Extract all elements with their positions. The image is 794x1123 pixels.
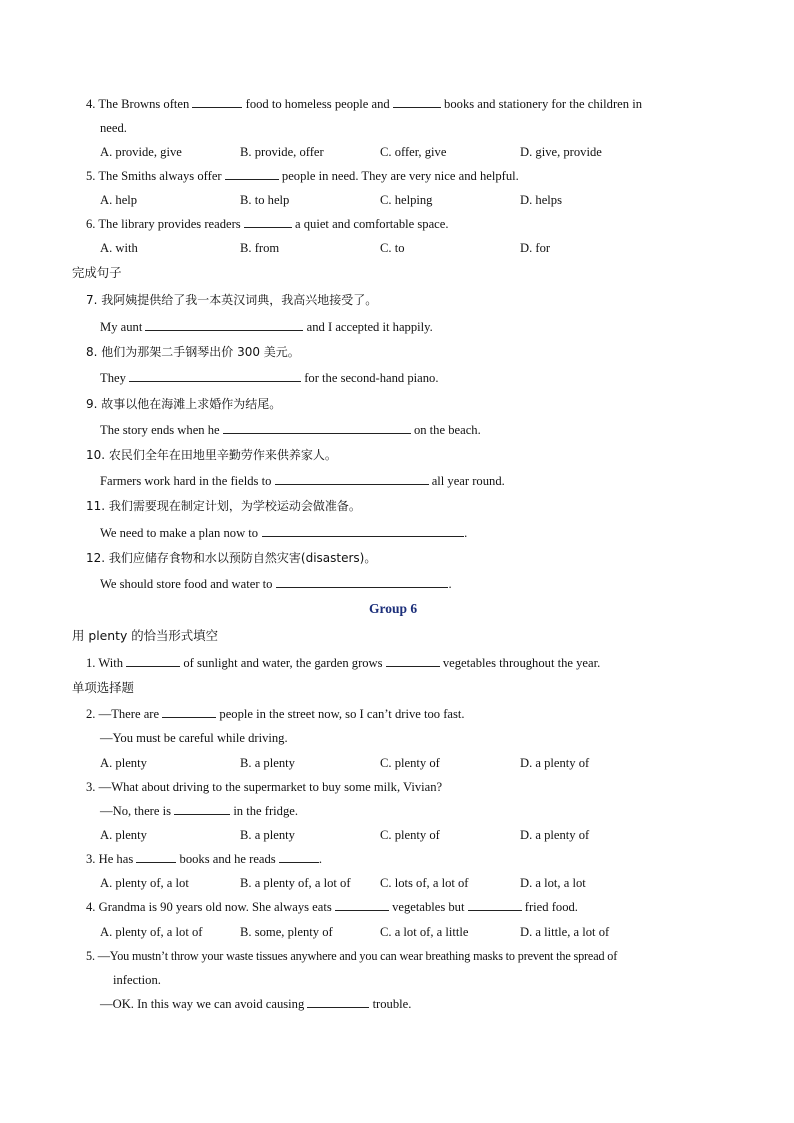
g6q4-text-a: 4. Grandma is 90 years old now. She always eats <box>86 900 332 914</box>
question-8 <box>100 370 439 386</box>
option-a[interactable]: A. with <box>100 241 138 255</box>
section-heading-multiple-choice: 单项选择题 <box>72 680 134 695</box>
q8-chinese: 8. 他们为那架二手钢琴出价 300 美元。 <box>86 345 300 359</box>
g6q3b-text-c: . <box>318 852 323 866</box>
q5-text-b: people in need. They are very nice and helpful. <box>281 169 519 183</box>
group6-question-5 <box>100 996 411 1012</box>
g6q4-text-c: fried food. <box>524 900 578 914</box>
option-b[interactable]: B. a plenty <box>240 828 295 842</box>
g6q1-text-b: of sunlight and water, the garden grows <box>183 656 383 670</box>
answer-blank[interactable] <box>276 576 448 588</box>
g6q5-text-d: trouble. <box>372 997 412 1011</box>
g6q3b-text-a: 3. He has <box>86 852 134 866</box>
q11-text-a: We need to make a plan now to <box>100 526 259 540</box>
q6-text-b: a quiet and comfortable space. <box>295 217 449 231</box>
q7-chinese: 7. 我阿姨提供给了我一本英汉词典，我高兴地接受了。 <box>86 293 378 307</box>
option-c[interactable]: C. a lot of, a little <box>380 925 469 939</box>
g6q3a-text-b: —No, there is <box>100 804 171 818</box>
option-d[interactable]: D. for <box>520 241 551 255</box>
g6q3a-text-a: 3. —What about driving to the supermarket to buy some milk, Vivian? <box>86 780 443 794</box>
option-b[interactable]: B. a plenty <box>240 756 295 770</box>
answer-blank[interactable] <box>279 851 319 863</box>
question-5 <box>86 168 519 184</box>
section-heading-complete-sentences: 完成句子 <box>72 265 122 280</box>
g6q5-text-b: infection. <box>113 973 161 987</box>
question-12 <box>100 576 452 592</box>
q8-text-b: for the second-hand piano. <box>304 371 439 385</box>
q11-chinese: 11. 我们需要现在制定计划，为学校运动会做准备。 <box>86 499 361 513</box>
group6-question-2 <box>86 706 465 722</box>
q7-text-a: My aunt <box>100 320 143 334</box>
q9-text-a: The story ends when he <box>100 423 220 437</box>
q7-text-b: and I accepted it happily. <box>306 320 433 334</box>
g6q2-text-c: —You must be careful while driving. <box>100 731 288 745</box>
q4-text-d: need. <box>100 121 127 135</box>
option-b[interactable]: B. provide, offer <box>240 145 324 159</box>
option-c[interactable]: C. to <box>380 241 405 255</box>
g6q1-text-c: vegetables throughout the year. <box>442 656 601 670</box>
g6q2-text-a: 2. —There are <box>86 707 160 721</box>
option-d[interactable]: D. a little, a lot of <box>520 925 610 939</box>
q12-chinese: 12. 我们应储存食物和水以预防自然灾害(disasters)。 <box>86 551 377 565</box>
question-11 <box>100 525 467 541</box>
q10-text-b: all year round. <box>431 474 505 488</box>
q11-text-b: . <box>464 526 468 540</box>
answer-blank[interactable] <box>335 899 389 911</box>
answer-blank[interactable] <box>225 168 279 180</box>
q12-text-a: We should store food and water to <box>100 577 273 591</box>
g6q3b-text-b: books and he reads <box>179 852 276 866</box>
question-9 <box>100 422 481 438</box>
q9-text-b: on the beach. <box>413 423 481 437</box>
option-d[interactable]: D. helps <box>520 193 562 207</box>
option-d[interactable]: D. give, provide <box>520 145 602 159</box>
answer-blank[interactable] <box>192 96 242 108</box>
q9-chinese: 9. 故事以他在海滩上求婚作为结尾。 <box>86 397 282 411</box>
answer-blank[interactable] <box>129 370 301 382</box>
answer-blank[interactable] <box>126 655 180 667</box>
group6-question-3a <box>100 803 298 819</box>
answer-blank[interactable] <box>145 319 303 331</box>
q4-text-a: 4. The Browns often <box>86 97 190 111</box>
answer-blank[interactable] <box>393 96 441 108</box>
option-a[interactable]: A. plenty of, a lot of <box>100 925 203 939</box>
answer-blank[interactable] <box>275 473 429 485</box>
option-b[interactable]: B. from <box>240 241 280 255</box>
g6q1-text-a: 1. With <box>86 656 124 670</box>
option-a[interactable]: A. plenty <box>100 756 147 770</box>
option-c[interactable]: C. plenty of <box>380 828 440 842</box>
g6q2-text-b: people in the street now, so I can’t drive too fast. <box>219 707 465 721</box>
section-heading-fill-plenty: 用 plenty 的恰当形式填空 <box>72 628 218 643</box>
option-d[interactable]: D. a plenty of <box>520 756 590 770</box>
answer-blank[interactable] <box>162 706 216 718</box>
option-a[interactable]: A. help <box>100 193 138 207</box>
question-7 <box>100 319 433 335</box>
option-b[interactable]: B. some, plenty of <box>240 925 333 939</box>
group6-question-4 <box>86 899 578 915</box>
g6q5-text-c: —OK. In this way we can avoid causing <box>100 997 305 1011</box>
group-title: Group 6 <box>369 601 418 616</box>
option-c[interactable]: C. helping <box>380 193 433 207</box>
answer-blank[interactable] <box>386 655 440 667</box>
q6-text-a: 6. The library provides readers <box>86 217 241 231</box>
answer-blank[interactable] <box>262 525 464 537</box>
g6q4-text-b: vegetables but <box>392 900 465 914</box>
q8-text-a: They <box>100 371 126 385</box>
g6q5-text-a: 5. —You mustn’t throw your waste tissues anywhere and you can wear breathing masks to prevent the spread of <box>86 949 618 963</box>
answer-blank[interactable] <box>136 851 176 863</box>
q12-text-b: . <box>448 577 452 591</box>
answer-blank[interactable] <box>307 996 369 1008</box>
q10-text-a: Farmers work hard in the fields to <box>100 474 272 488</box>
option-b[interactable]: B. a plenty of, a lot of <box>240 876 351 890</box>
group6-question-1 <box>86 655 600 671</box>
option-c[interactable]: C. offer, give <box>380 145 447 159</box>
answer-blank[interactable] <box>223 422 411 434</box>
answer-blank[interactable] <box>174 803 230 815</box>
question-6 <box>86 216 449 232</box>
option-b[interactable]: B. to help <box>240 193 290 207</box>
option-a[interactable]: A. plenty of, a lot <box>100 876 189 890</box>
option-c[interactable]: C. lots of, a lot of <box>380 876 469 890</box>
q10-chinese: 10. 农民们全年在田地里辛勤劳作来供养家人。 <box>86 448 337 462</box>
group6-question-3b <box>86 851 322 867</box>
answer-blank[interactable] <box>244 216 292 228</box>
option-a[interactable]: A. provide, give <box>100 145 182 159</box>
q5-text-a: 5. The Smiths always offer <box>86 169 222 183</box>
question-10 <box>100 473 505 489</box>
option-c[interactable]: C. plenty of <box>380 756 440 770</box>
option-d[interactable]: D. a lot, a lot <box>520 876 586 890</box>
q4-text-b: food to homeless people and <box>245 97 390 111</box>
option-d[interactable]: D. a plenty of <box>520 828 590 842</box>
answer-blank[interactable] <box>468 899 522 911</box>
g6q3a-text-c: in the fridge. <box>233 804 299 818</box>
question-4 <box>86 96 642 112</box>
q4-text-c: books and stationery for the children in <box>444 97 642 111</box>
option-a[interactable]: A. plenty <box>100 828 147 842</box>
